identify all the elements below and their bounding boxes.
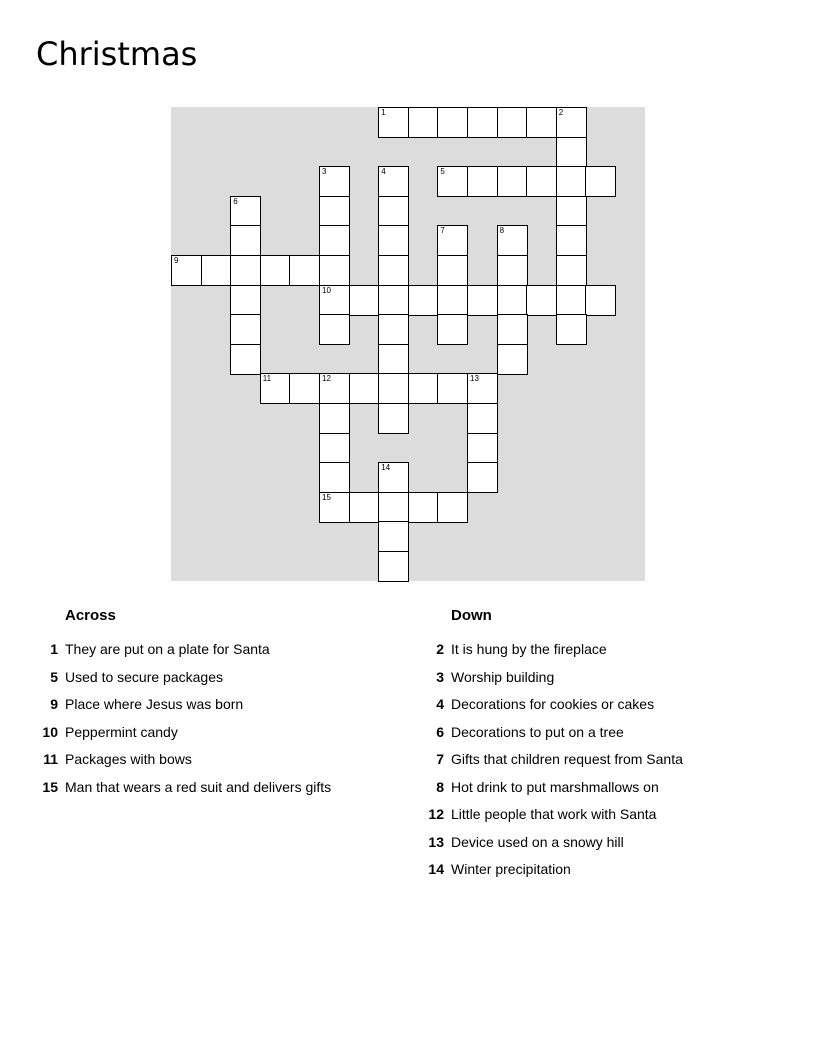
grid-cell[interactable] — [378, 196, 409, 227]
clue-number-label: 7 — [440, 226, 445, 236]
across-clue-list — [36, 636, 396, 801]
grid-cell[interactable] — [408, 373, 439, 404]
clue-number-label: 10 — [322, 285, 331, 295]
grid-cell[interactable] — [437, 314, 468, 345]
clue-number-label: 2 — [558, 108, 564, 117]
clue-number-label: 11 — [262, 374, 272, 384]
grid-cell[interactable] — [556, 225, 587, 256]
clue-text: Decorations for cookies or cakes — [451, 696, 655, 712]
grid-cell[interactable] — [378, 462, 409, 493]
grid-cell[interactable] — [497, 166, 528, 197]
grid-cell[interactable] — [260, 255, 291, 286]
clue-number-label: 14 — [381, 463, 391, 473]
grid-cell[interactable] — [556, 137, 587, 168]
clue-item — [36, 774, 396, 802]
grid-cell[interactable] — [437, 255, 468, 286]
crossword-grid — [171, 107, 645, 581]
clue-text: Decorations to put on a tree — [451, 723, 624, 740]
clue-text: Hot drink to put marshmallows on — [451, 778, 659, 795]
grid-cell[interactable] — [378, 314, 409, 345]
clue-item — [36, 636, 396, 664]
grid-cell[interactable] — [319, 255, 350, 286]
grid-cell[interactable] — [230, 196, 261, 227]
grid-cell[interactable] — [378, 492, 409, 523]
grid-cell[interactable] — [289, 255, 320, 286]
grid-cell[interactable] — [526, 107, 557, 138]
grid-cell[interactable] — [378, 225, 409, 256]
clue-text: Device used on a snowy hill — [451, 833, 624, 850]
clue-number: 7 — [436, 751, 444, 767]
grid-cell[interactable] — [467, 107, 498, 138]
clue-number-label: 13 — [470, 374, 479, 384]
grid-cell[interactable] — [378, 521, 409, 552]
clue-number: 6 — [436, 723, 444, 740]
grid-cell[interactable] — [319, 314, 350, 345]
clue-item — [422, 719, 792, 747]
grid-cell[interactable] — [497, 225, 528, 256]
across-heading: Across — [65, 607, 116, 624]
grid-cell[interactable] — [378, 107, 409, 138]
grid-cell[interactable] — [467, 403, 498, 434]
grid-cell[interactable] — [319, 225, 350, 256]
grid-cell[interactable] — [556, 166, 587, 197]
grid-cell[interactable] — [556, 285, 587, 316]
clue-number-label: 9 — [174, 256, 179, 265]
clue-number-label: 4 — [381, 167, 386, 177]
clue-text: Place where Jesus was born — [65, 696, 244, 712]
grid-cell[interactable] — [319, 166, 350, 197]
grid-cell[interactable] — [467, 373, 498, 404]
grid-cell[interactable] — [230, 314, 261, 345]
clue-number: 11 — [43, 751, 58, 767]
grid-cell[interactable] — [260, 373, 291, 404]
clue-item — [422, 691, 792, 719]
grid-cell[interactable] — [467, 285, 498, 316]
grid-cell[interactable] — [556, 314, 587, 345]
grid-cell[interactable] — [467, 433, 498, 464]
grid-cell[interactable] — [556, 196, 587, 227]
grid-cell[interactable] — [378, 373, 409, 404]
grid-cell[interactable] — [378, 255, 409, 286]
across-clues — [36, 605, 396, 801]
grid-cell[interactable] — [319, 373, 350, 404]
clue-text: Packages with bows — [65, 751, 192, 767]
grid-cell[interactable] — [349, 373, 380, 404]
grid-cell[interactable] — [349, 285, 380, 316]
clue-text: Worship building — [451, 668, 555, 685]
grid-cell[interactable] — [556, 107, 587, 138]
clue-number-label: 1 — [381, 108, 386, 117]
grid-cell[interactable] — [408, 285, 439, 316]
grid-cell[interactable] — [526, 285, 557, 316]
clue-text: Man that wears a red suit and delivers gifts — [65, 778, 332, 795]
clue-number: 5 — [50, 668, 58, 685]
page-title: Christmas — [36, 35, 198, 73]
grid-cell[interactable] — [497, 285, 528, 316]
grid-cell[interactable] — [230, 225, 261, 256]
grid-cell[interactable] — [378, 551, 409, 582]
grid-cell[interactable] — [497, 344, 528, 375]
clue-number-label: 5 — [440, 167, 445, 177]
grid-cell[interactable] — [201, 255, 232, 286]
grid-cell[interactable] — [230, 285, 261, 316]
clue-item — [422, 746, 792, 774]
clue-number-label: 6 — [233, 196, 238, 206]
grid-cell[interactable] — [230, 255, 261, 286]
grid-cell[interactable] — [585, 166, 616, 197]
clue-item — [422, 829, 792, 857]
clue-item — [422, 774, 792, 802]
grid-cell[interactable] — [467, 462, 498, 493]
grid-cell[interactable] — [437, 107, 468, 138]
grid-cell[interactable] — [497, 255, 528, 286]
clue-number: 9 — [50, 696, 58, 712]
clue-number: 13 — [428, 833, 444, 850]
grid-cell[interactable] — [289, 373, 320, 404]
clue-number: 8 — [436, 778, 444, 795]
grid-cell[interactable] — [230, 344, 261, 375]
grid-cell[interactable] — [408, 492, 439, 523]
grid-cell[interactable] — [378, 166, 409, 197]
clue-number-label: 15 — [322, 492, 331, 502]
clue-text: Gifts that children request from Santa — [451, 751, 683, 767]
clue-text: Peppermint candy — [65, 723, 178, 740]
grid-cell[interactable] — [378, 403, 409, 434]
clue-item — [36, 691, 396, 719]
grid-cell[interactable] — [467, 166, 498, 197]
clue-number: 4 — [436, 696, 444, 712]
grid-cell[interactable] — [497, 314, 528, 345]
clue-text: Used to secure packages — [65, 668, 223, 685]
grid-cell[interactable] — [497, 107, 528, 138]
clue-number: 2 — [436, 641, 444, 657]
grid-cell[interactable] — [378, 285, 409, 316]
grid-cell[interactable] — [319, 403, 350, 434]
clue-item — [422, 856, 792, 884]
grid-cell[interactable] — [319, 433, 350, 464]
grid-cell[interactable] — [437, 492, 468, 523]
clue-number: 1 — [50, 641, 58, 657]
clue-item — [36, 746, 396, 774]
clue-number-label: 12 — [322, 374, 331, 384]
down-heading: Down — [451, 607, 492, 624]
grid-cell[interactable] — [437, 373, 468, 404]
grid-cell[interactable] — [585, 285, 616, 316]
grid-cell[interactable] — [526, 166, 557, 197]
grid-cell[interactable] — [319, 462, 350, 493]
grid-cell[interactable] — [437, 225, 468, 256]
clue-number: 14 — [428, 861, 444, 877]
grid-cell[interactable] — [437, 285, 468, 316]
clue-text: Little people that work with Santa — [451, 806, 657, 822]
clue-number-label: 3 — [322, 167, 327, 177]
grid-cell[interactable] — [437, 166, 468, 197]
clue-text: It is hung by the fireplace — [451, 641, 607, 657]
grid-cell[interactable] — [171, 255, 202, 286]
down-clue-list — [422, 636, 792, 884]
clue-number-label: 8 — [499, 226, 505, 236]
grid-cell[interactable] — [319, 492, 350, 523]
grid-cell[interactable] — [349, 492, 380, 523]
clue-number: 15 — [42, 778, 58, 795]
grid-cell[interactable] — [319, 196, 350, 227]
clue-item — [422, 636, 792, 664]
clue-item — [422, 801, 792, 829]
clue-number: 10 — [42, 723, 58, 740]
clue-number: 12 — [428, 806, 444, 822]
grid-cell[interactable] — [556, 255, 587, 286]
clue-text: They are put on a plate for Santa — [65, 641, 270, 657]
grid-cell[interactable] — [408, 107, 439, 138]
clue-item — [36, 719, 396, 747]
clue-text: Winter precipitation — [451, 861, 571, 877]
grid-cell[interactable] — [319, 285, 350, 316]
clue-item — [36, 664, 396, 692]
down-clues — [422, 605, 792, 884]
clue-number: 3 — [436, 668, 444, 685]
grid-cell[interactable] — [378, 344, 409, 375]
clue-item — [422, 664, 792, 692]
